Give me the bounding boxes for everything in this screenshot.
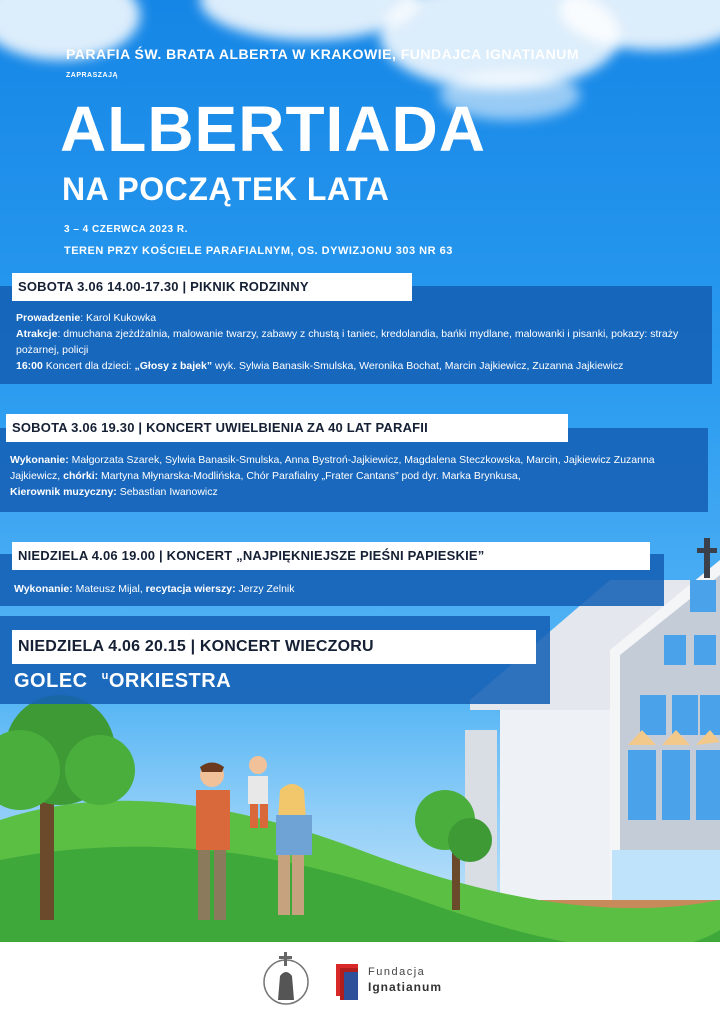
event-details-2 — [10, 452, 700, 500]
text: Mateusz Mijal, — [72, 583, 146, 595]
event-heading-2: SOBOTA 3.06 19.30 | KONCERT UWIELBIENIA ZA 40 LAT PARAFII — [6, 414, 568, 442]
text: Martyna Młynarska-Modlińska, Chór Parafialny „Frater Cantans” pod dyr. Marka Brynkusa, — [98, 470, 521, 482]
label: Atrakcje — [16, 328, 58, 340]
label: Prowadzenie — [16, 312, 81, 324]
text: Sebastian Iwanowicz — [116, 486, 218, 498]
text: wyk. Sylwia Banasik-Smulska, Weronika Bochat, Marcin Jajkiewicz, Zuzanna Jajkiewicz — [212, 360, 624, 372]
headliner-part: ORKIESTRA — [108, 670, 232, 692]
text: Jerzy Zelnik — [235, 583, 295, 595]
label: Wykonanie: — [10, 454, 69, 466]
parish-logo-icon — [262, 950, 310, 1010]
event-heading-1: SOBOTA 3.06 14.00-17.30 | PIKNIK RODZINNY — [12, 273, 412, 301]
logo-text-fundacja: Fundacja — [368, 966, 426, 978]
ignatianum-logo-icon — [334, 960, 364, 1004]
headliner-name — [14, 670, 231, 693]
organizers-line: PARAFIA ŚW. BRATA ALBERTA W KRAKOWIE, FUNDAJCA IGNATIANUM — [66, 46, 580, 62]
event-place: TEREN PRZY KOŚCIELE PARAFIALNYM, OS. DYWIZJONU 303 NR 63 — [64, 245, 453, 257]
label: 16:00 — [16, 360, 43, 372]
event-heading-4: NIEDZIELA 4.06 20.15 | KONCERT WIECZORU — [12, 630, 536, 664]
logo-text-ignatianum: Ignatianum — [368, 980, 443, 994]
footer — [0, 942, 720, 1018]
event-dates: 3 – 4 CZERWCA 2023 R. — [64, 224, 188, 235]
event-details-1 — [16, 310, 706, 374]
label: Kierownik muzyczny: — [10, 486, 117, 498]
headliner-mark: u — [101, 670, 109, 682]
event-subtitle: NA POCZĄTEK LATA — [62, 171, 390, 207]
invite-line: ZAPRASZAJĄ — [66, 72, 119, 79]
event-heading-3: NIEDZIELA 4.06 19.00 | KONCERT „NAJPIĘKNIEJSZE PIEŚNI PAPIESKIE” — [12, 542, 650, 570]
label: „Głosy z bajek” — [134, 360, 213, 372]
text: : Karol Kukowka — [80, 312, 157, 324]
headliner-part: GOLEC — [14, 670, 88, 692]
text: Koncert dla dzieci: — [42, 360, 135, 372]
label: Wykonanie: — [14, 583, 73, 595]
event-title: ALBERTIADA — [60, 93, 486, 165]
label: recytacja wierszy: — [145, 583, 236, 595]
event-details-3 — [14, 581, 654, 597]
text: : dmuchana zjeżdżalnia, malowanie twarzy, zabawy z chustą i taniec, kredolandia, bańki mydlane, malowanki i pisanki, pokazy: straży pożarnej, policji — [16, 328, 679, 356]
text: Małgorzata Szarek, Sylwia Banasik-Smulska, Anna Bystroń-Jajkiewicz, Magdalena Steczkowska, Marcin, Jajkiewicz Zuzanna Jajkiewicz, — [10, 454, 655, 482]
label: chórki: — [63, 470, 99, 482]
